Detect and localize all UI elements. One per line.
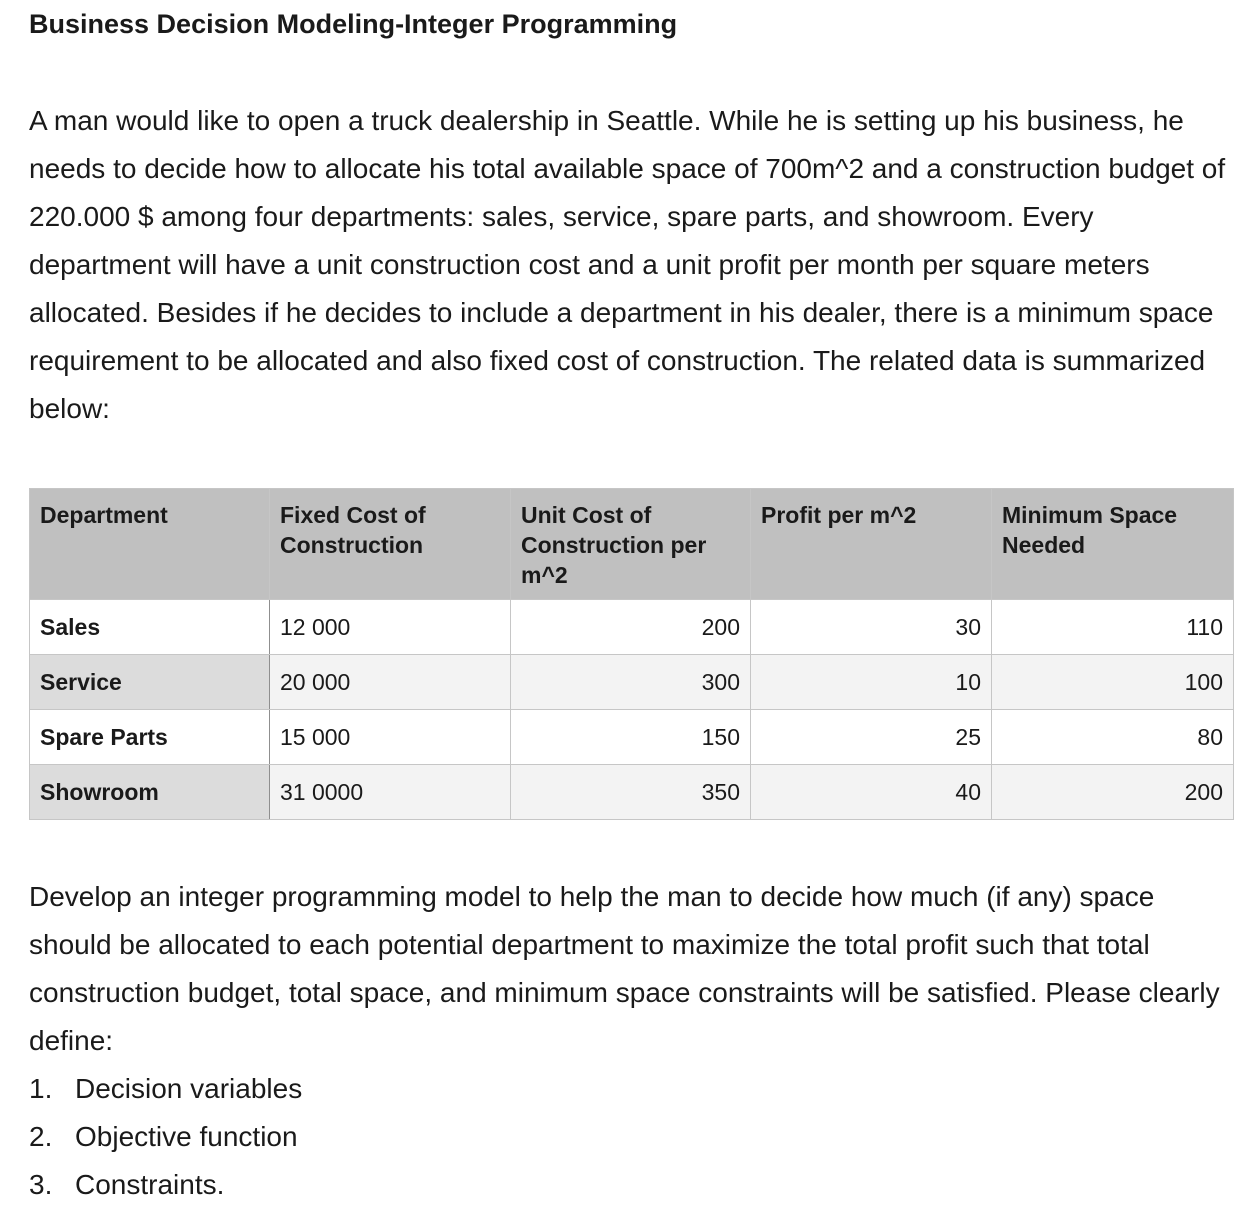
list-item-text: Objective function — [75, 1121, 298, 1152]
cell-fixed-cost: 12 000 — [270, 600, 511, 655]
list-item — [29, 1113, 302, 1161]
cell-min-space: 100 — [992, 655, 1234, 710]
cell-fixed-cost: 20 000 — [270, 655, 511, 710]
header-department: Department — [30, 489, 270, 600]
table-header-row — [30, 489, 1234, 600]
cell-department: Sales — [30, 600, 270, 655]
cell-unit-cost: 350 — [511, 765, 751, 820]
list-item-number: 3. — [29, 1169, 53, 1200]
header-unit-cost: Unit Cost of Construction per m^2 — [511, 489, 751, 600]
list-item-number: 2. — [29, 1121, 53, 1152]
cell-profit: 40 — [751, 765, 992, 820]
list-item-number: 1. — [29, 1073, 53, 1104]
cell-profit: 10 — [751, 655, 992, 710]
header-min-space: Minimum Space Needed — [992, 489, 1234, 600]
list-item-text: Decision variables — [75, 1073, 303, 1104]
cell-department: Service — [30, 655, 270, 710]
cell-unit-cost: 300 — [511, 655, 751, 710]
list-item — [29, 1161, 302, 1209]
cell-unit-cost: 150 — [511, 710, 751, 765]
header-fixed-cost: Fixed Cost of Construction — [270, 489, 511, 600]
department-data-table — [29, 488, 1234, 820]
table-row — [30, 765, 1234, 820]
header-profit: Profit per m^2 — [751, 489, 992, 600]
task-paragraph: Develop an integer programming model to help the man to decide how much (if any) space should be allocated to each potential department to maximize the total profit such that total construction budget, total space, and minimum space constraints will be satisfied. Please clearly define: — [29, 881, 1220, 1056]
cell-min-space: 200 — [992, 765, 1234, 820]
table-row — [30, 655, 1234, 710]
cell-department: Spare Parts — [30, 710, 270, 765]
cell-profit: 30 — [751, 600, 992, 655]
cell-profit: 25 — [751, 710, 992, 765]
intro-paragraph: A man would like to open a truck dealership in Seattle. While he is setting up his business, he needs to decide how to allocate his total available space of 700m^2 and a construction budget of 220.000 $ among four departments: sales, service, spare parts, and showroom. Every department will have a unit construction cost and a unit profit per month per square meters allocated. Besides if he decides to include a department in his dealer, there is a minimum space requirement to be allocated and also fixed cost of construction. The related data is summarized below: — [29, 105, 1226, 424]
cell-unit-cost: 200 — [511, 600, 751, 655]
cell-min-space: 110 — [992, 600, 1234, 655]
requirements-list — [29, 1065, 302, 1209]
cell-fixed-cost: 31 0000 — [270, 765, 511, 820]
cell-department: Showroom — [30, 765, 270, 820]
table-row — [30, 710, 1234, 765]
cell-fixed-cost: 15 000 — [270, 710, 511, 765]
cell-min-space: 80 — [992, 710, 1234, 765]
document-title: Business Decision Modeling-Integer Programming — [29, 9, 678, 39]
list-item-text: Constraints. — [75, 1169, 225, 1200]
table-row — [30, 600, 1234, 655]
list-item — [29, 1065, 302, 1113]
